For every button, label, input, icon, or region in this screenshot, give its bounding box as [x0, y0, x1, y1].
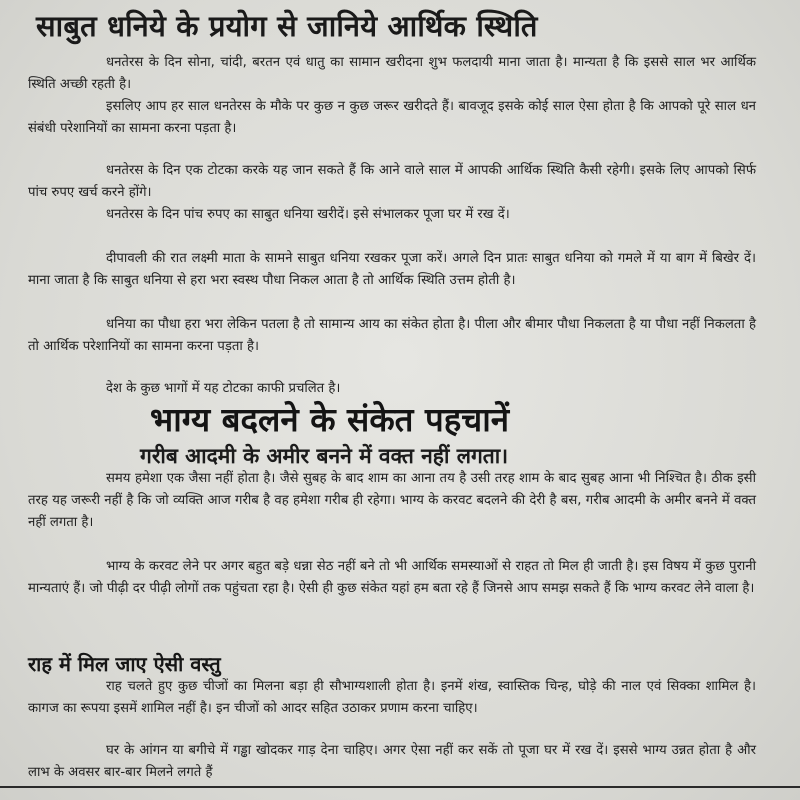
- paragraph-10: राह चलते हुए कुछ चीजों का मिलना बड़ा ही सौभाग्यशाली होता है। इनमें शंख, स्वास्तिक चिन्ह, घोड़े की नाल एवं सिक्का शामिल है। कागज का रूपया इसमें शामिल नहीं है। इन चीजों को आदर सहित उठाकर प्रणाम करना चाहिए।: [28, 679, 756, 716]
- paragraph-11: घर के आंगन या बगीचे में गड्ढा खोदकर गाड़ देना चाहिए। अगर ऐसा नहीं कर सकें तो पूजा घर में रख दें। इससे भाग्य उन्नत होता है और लाभ के अवसर बार-बार मिलने लगते हैं: [28, 743, 756, 780]
- section-title-luck: भाग्य बदलने के संकेत पहचानें: [150, 400, 510, 439]
- paragraph-5: दीपावली की रात लक्ष्मी माता के सामने साबुत धनिया रखकर पूजा करें। अगले दिन प्रातः साबुत धनिया को गमले में या बाग में बिखेर दें। माना जाता है कि साबुत धनिया से हरा भरा स्वस्थ पौधा निकल आता है तो आर्थिक स्थिति उत्तम होती है।: [28, 251, 756, 288]
- section-title-found-items: राह में मिल जाए ऐसी वस्तु: [28, 652, 221, 676]
- paragraph-7: देश के कुछ भागों में यह टोटका काफी प्रचलित है।: [106, 381, 341, 396]
- bottom-divider: [0, 786, 800, 788]
- paragraph-4: धनतेरस के दिन पांच रुपए का साबुत धनिया खरीदें। इसे संभालकर पूजा घर में रख दें।: [106, 207, 510, 222]
- section-subtitle: गरीब आदमी के अमीर बनने में वक्त नहीं लगता।: [140, 444, 509, 468]
- paragraph-3: धनतेरस के दिन एक टोटका करके यह जान सकते हैं कि आने वाले साल में आपकी आर्थिक स्थिति कैसी रहेगी। इसके लिए आपको सिर्फ पांच रुपए खर्च करने होंगे।: [28, 163, 756, 200]
- paragraph-9: भाग्य के करवट लेने पर अगर बहुत बड़े धन्ना सेठ नहीं बने तो भी आर्थिक समस्याओं से राहत तो मिल ही जाती है। इस विषय में कुछ पुरानी मान्यताएं हैं। जो पीढ़ी दर पीढ़ी लोगों तक पहुंचता रहा है। ऐसी ही कुछ संकेत यहां हम बता रहे हैं जिनसे आप समझ सकते हैं कि भाग्य करवट लेने वाला है।: [28, 559, 756, 596]
- paragraph-8: समय हमेशा एक जैसा नहीं होता है। जैसे सुबह के बाद शाम का आना तय है उसी तरह शाम के बाद सुबह आना भी निश्चित है। ठीक इसी तरह यह जरूरी नहीं है कि जो व्यक्ति आज गरीब है वह हमेशा गरीब ही रहेगा। भाग्य के करवट बदलने की देरी है बस, गरीब आदमी के अमीर बनने में वक्त नहीं लगता है।: [28, 471, 756, 530]
- paragraph-2: इसलिए आप हर साल धनतेरस के मौके पर कुछ न कुछ जरूर खरीदते हैं। बावजूद इसके कोई साल ऐसा होता है कि आपको पूरे साल धन संबंधी परेशानियों का सामना करना पड़ता है।: [28, 99, 756, 136]
- paragraph-1: धनतेरस के दिन सोना, चांदी, बरतन एवं धातु का सामान खरीदना शुभ फलदायी माना जाता है। मान्यता है कि इससे साल भर आर्थिक स्थिति अच्छी रहती है।: [28, 55, 756, 92]
- paragraph-6: धनिया का पौधा हरा भरा लेकिन पतला है तो सामान्य आय का संकेत होता है। पीला और बीमार पौधा निकलता है या पौधा नहीं निकलता है तो आर्थिक परेशानियों का सामना करना पड़ता है।: [28, 317, 756, 354]
- article-title: साबुत धनिये के प्रयोग से जानिये आर्थिक स्थिति: [36, 9, 538, 43]
